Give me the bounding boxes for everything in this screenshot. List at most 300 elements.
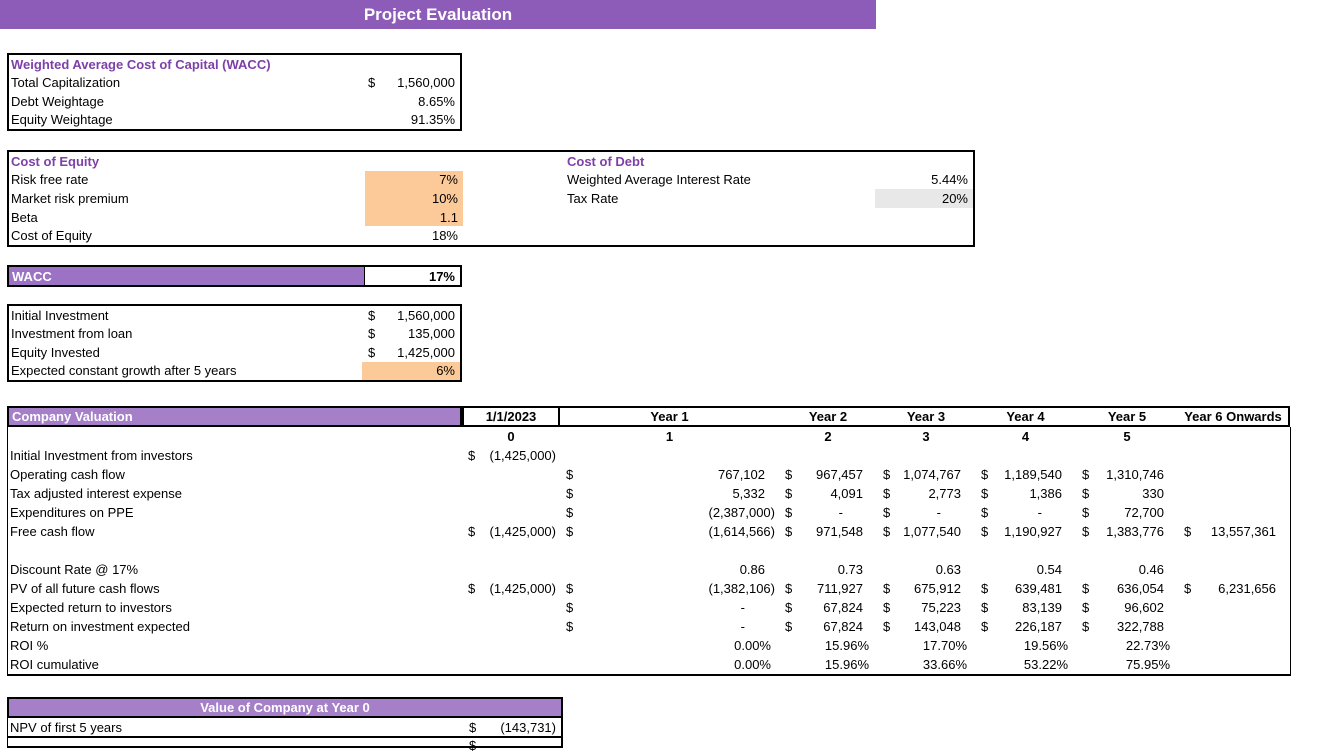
valuation-cell-r8-c5 <box>1076 598 1178 617</box>
company-value-header: Value of Company at Year 0 <box>200 700 370 715</box>
currency-symbol: $ <box>1184 524 1192 539</box>
currency-symbol: $ <box>785 581 793 596</box>
investment-value-cell-2 <box>362 343 460 362</box>
valuation-col-header-year4: Year 4 <box>975 406 1076 427</box>
valuation-cell-r9-c3 <box>877 617 975 636</box>
currency-symbol: $ <box>468 524 476 539</box>
valuation-cell-r9-c6 <box>1178 617 1290 636</box>
valuation-col-header-date: 1/1/2023 <box>462 406 560 427</box>
valuation-cell-r9-c2 <box>779 617 877 636</box>
valuation-cell-r4-c1 <box>560 522 779 541</box>
valuation-cell-r1-c6 <box>1178 465 1290 484</box>
company-value-value-0: (143,731) <box>500 719 556 735</box>
valuation-row <box>8 598 1290 617</box>
valuation-cell-r5-c4 <box>975 541 1076 560</box>
currency-symbol: $ <box>1082 600 1090 615</box>
valuation-cell-r11-c2 <box>779 655 877 674</box>
valuation-row <box>8 484 1290 503</box>
investment-row <box>9 343 460 362</box>
currency-symbol: $ <box>566 467 574 482</box>
wacc-box-label-0: Total Capitalization <box>11 75 121 91</box>
valuation-value-r7-c1: (1,382,106) <box>708 581 775 596</box>
currency-symbol: $ <box>368 326 376 342</box>
cost-of-debt-value-1: 20% <box>941 190 968 206</box>
cost-of-equity-value-cell-0[interactable] <box>365 171 463 190</box>
currency-symbol: $ <box>883 600 891 615</box>
valuation-row-label-0: Initial Investment from investors <box>10 448 193 463</box>
valuation-cell-r8-c6 <box>1178 598 1290 617</box>
valuation-cell-r8-c0 <box>462 598 560 617</box>
cost-of-equity-value-3: 18% <box>431 228 458 244</box>
valuation-cell-r2-c2 <box>779 484 877 503</box>
investment-value-0: 1,560,000 <box>397 307 455 323</box>
valuation-value-r7-c4: 639,481 <box>1015 581 1062 596</box>
valuation-cell-r0-c3 <box>877 446 975 465</box>
wacc-box-row <box>9 92 460 111</box>
valuation-cell-r1-c3 <box>877 465 975 484</box>
currency-symbol: $ <box>566 505 574 520</box>
currency-symbol: $ <box>1082 619 1090 634</box>
wacc-summary-box <box>7 53 462 131</box>
valuation-row <box>8 560 1290 579</box>
cost-headers-row <box>9 152 973 171</box>
company-value-box <box>7 697 563 753</box>
investment-row <box>9 325 460 344</box>
investment-value-cell-1 <box>362 325 460 344</box>
period-number-1: 1 <box>665 429 674 444</box>
valuation-value-r4-c4: 1,190,927 <box>1004 524 1062 539</box>
wacc-box-label-1: Debt Weightage <box>11 93 104 109</box>
currency-symbol: $ <box>981 581 989 596</box>
valuation-value-r0-c0: (1,425,000) <box>489 448 556 463</box>
company-value-label-0: NPV of first 5 years <box>10 719 122 735</box>
valuation-cell-r0-c6 <box>1178 446 1290 465</box>
wacc-box-value-2: 91.35% <box>410 112 455 128</box>
cost-of-equity-value-cell-1[interactable] <box>365 189 463 208</box>
valuation-cell-r1-c0 <box>462 465 560 484</box>
currency-symbol: $ <box>785 524 793 539</box>
currency-symbol: $ <box>566 600 574 615</box>
valuation-value-r1-c4: 1,189,540 <box>1004 467 1062 482</box>
valuation-cell-r2-c1 <box>560 484 779 503</box>
valuation-value-r7-c5: 636,054 <box>1117 581 1164 596</box>
currency-symbol: $ <box>785 505 793 520</box>
valuation-row-label-3: Expenditures on PPE <box>10 505 134 520</box>
currency-symbol: $ <box>468 448 476 463</box>
valuation-cell-r1-c1 <box>560 465 779 484</box>
currency-symbol: $ <box>981 600 989 615</box>
currency-symbol: $ <box>883 581 891 596</box>
valuation-col-header-year2: Year 2 <box>779 406 877 427</box>
valuation-value-r11-c2: 15.96% <box>824 657 869 672</box>
valuation-row <box>8 446 1290 465</box>
company-value-row <box>7 718 563 738</box>
valuation-value-r10-c4: 19.56% <box>1023 638 1068 653</box>
currency-symbol: $ <box>368 307 376 323</box>
wacc-bar-value-cell <box>365 267 460 285</box>
wacc-box-row <box>9 111 460 130</box>
cost-of-capital-box <box>7 150 975 247</box>
valuation-cell-r5-c0 <box>462 541 560 560</box>
page-title: Project Evaluation <box>363 4 513 24</box>
valuation-cell-r11-c4 <box>975 655 1076 674</box>
currency-symbol: $ <box>1082 467 1090 482</box>
valuation-cell-r3-c5 <box>1076 503 1178 522</box>
currency-symbol: $ <box>981 524 989 539</box>
wacc-box-value-0: 1,560,000 <box>397 75 455 91</box>
valuation-value-r4-c1: (1,614,566) <box>708 524 775 539</box>
currency-symbol: $ <box>883 524 891 539</box>
investment-value-2: 1,425,000 <box>397 344 455 360</box>
valuation-row-label-4: Free cash flow <box>10 524 95 539</box>
valuation-cell-r4-c3 <box>877 522 975 541</box>
currency-symbol: $ <box>469 738 477 753</box>
valuation-value-r7-c3: 675,912 <box>914 581 961 596</box>
currency-symbol: $ <box>785 619 793 634</box>
valuation-value-r8-c2: 67,824 <box>823 600 863 615</box>
valuation-value-r6-c5: 0.46 <box>1138 562 1164 577</box>
valuation-row-label-6: Discount Rate @ 17% <box>10 562 139 577</box>
valuation-row-label-11: ROI cumulative <box>10 657 99 672</box>
cost-row <box>9 171 973 190</box>
valuation-value-r9-c4: 226,187 <box>1015 619 1062 634</box>
cost-row <box>9 226 973 245</box>
cost-of-debt-value-cell-3 <box>875 226 973 245</box>
company-value-partial-cell <box>463 738 561 753</box>
valuation-cell-r10-c4 <box>975 636 1076 655</box>
currency-symbol: $ <box>1082 486 1090 501</box>
valuation-cell-r6-c1 <box>560 560 779 579</box>
valuation-row <box>8 579 1290 598</box>
company-value-header-band <box>7 697 563 718</box>
valuation-value-r3-c1: (2,387,000) <box>708 505 775 520</box>
valuation-row <box>8 541 1290 560</box>
valuation-row-label-8: Expected return to investors <box>10 600 172 615</box>
currency-symbol: $ <box>566 486 574 501</box>
investment-label-0: Initial Investment <box>11 307 109 323</box>
valuation-value-r7-c6: 6,231,656 <box>1218 581 1276 596</box>
wacc-bar-label-cell <box>9 267 365 285</box>
valuation-cell-r0-c0 <box>462 446 560 465</box>
valuation-value-r2-c1: 5,332 <box>732 486 765 501</box>
investment-value-cell-0 <box>362 306 460 325</box>
period-number-3: 3 <box>922 429 930 444</box>
valuation-cell-r8-c1 <box>560 598 779 617</box>
cost-of-equity-header: Cost of Equity <box>11 153 100 169</box>
currency-symbol: $ <box>883 619 891 634</box>
valuation-value-r6-c3: 0.63 <box>935 562 961 577</box>
cost-row <box>9 189 973 208</box>
investment-label-3: Expected constant growth after 5 years <box>11 363 237 379</box>
valuation-header-row <box>7 406 1291 427</box>
valuation-value-r3-c3: - <box>936 505 941 520</box>
wacc-box-label-2: Equity Weightage <box>11 112 113 128</box>
valuation-cell-r9-c1 <box>560 617 779 636</box>
currency-symbol: $ <box>1184 581 1192 596</box>
valuation-cell-r2-c4 <box>975 484 1076 503</box>
valuation-value-r11-c4: 53.22% <box>1023 657 1068 672</box>
cost-of-equity-value-cell-3 <box>365 226 463 245</box>
valuation-row-label-10: ROI % <box>10 638 49 653</box>
valuation-cell-r3-c4 <box>975 503 1076 522</box>
valuation-cell-r10-c2 <box>779 636 877 655</box>
valuation-cell-r3-c3 <box>877 503 975 522</box>
valuation-value-r7-c0: (1,425,000) <box>489 581 556 596</box>
cost-of-equity-label-1: Market risk premium <box>11 190 129 206</box>
valuation-value-r8-c3: 75,223 <box>921 600 961 615</box>
currency-symbol: $ <box>469 719 477 735</box>
valuation-value-r2-c4: 1,386 <box>1029 486 1062 501</box>
valuation-cell-r6-c4 <box>975 560 1076 579</box>
valuation-value-r8-c5: 96,602 <box>1124 600 1164 615</box>
investment-label-1: Investment from loan <box>11 326 133 342</box>
currency-symbol: $ <box>1082 505 1090 520</box>
currency-symbol: $ <box>368 75 376 91</box>
valuation-cell-r1-c4 <box>975 465 1076 484</box>
valuation-cell-r3-c0 <box>462 503 560 522</box>
valuation-cell-r9-c4 <box>975 617 1076 636</box>
valuation-value-r2-c5: 330 <box>1142 486 1164 501</box>
wacc-result-bar <box>7 265 462 287</box>
valuation-row-label-7: PV of all future cash flows <box>10 581 160 596</box>
valuation-cell-r4-c4 <box>975 522 1076 541</box>
cost-of-debt-value-cell-2 <box>875 208 973 227</box>
valuation-cell-r0-c4 <box>975 446 1076 465</box>
valuation-value-r4-c2: 971,548 <box>816 524 863 539</box>
cost-of-equity-value-0: 7% <box>439 172 458 188</box>
period-number-5: 5 <box>1123 429 1131 444</box>
wacc-box-value-cell-2 <box>362 111 460 130</box>
valuation-col-header-year1: Year 1 <box>560 406 779 427</box>
cost-of-debt-value-cell-1[interactable] <box>875 189 973 208</box>
valuation-cell-r8-c2 <box>779 598 877 617</box>
cost-of-debt-value-cell-0 <box>875 171 973 190</box>
valuation-value-r8-c4: 83,139 <box>1022 600 1062 615</box>
valuation-value-r1-c5: 1,310,746 <box>1106 467 1164 482</box>
valuation-value-r6-c1: 0.86 <box>739 562 765 577</box>
valuation-row <box>8 655 1290 674</box>
valuation-value-r3-c4: - <box>1037 505 1042 520</box>
valuation-cell-r6-c6 <box>1178 560 1290 579</box>
valuation-cell-r4-c5 <box>1076 522 1178 541</box>
valuation-row <box>8 636 1290 655</box>
cost-of-equity-header-spacer <box>365 152 463 171</box>
period-number-6 <box>1178 427 1290 446</box>
valuation-value-r7-c2: 711,927 <box>816 581 863 596</box>
investment-summary-box <box>7 304 462 382</box>
valuation-cell-r3-c1 <box>560 503 779 522</box>
cost-of-debt-header: Cost of Debt <box>567 153 645 169</box>
cost-of-debt-label-1: Tax Rate <box>567 190 619 206</box>
cost-of-equity-label-2: Beta <box>11 209 38 225</box>
valuation-value-r11-c3: 33.66% <box>922 657 967 672</box>
valuation-col-header-year5: Year 5 <box>1076 406 1178 427</box>
valuation-cell-r5-c5 <box>1076 541 1178 560</box>
valuation-value-r11-c5: 75.95% <box>1125 657 1170 672</box>
wacc-box-row <box>9 74 460 93</box>
currency-symbol: $ <box>981 486 989 501</box>
valuation-cell-r4-c0 <box>462 522 560 541</box>
investment-row <box>9 306 460 325</box>
valuation-value-r8-c1: - <box>740 600 745 615</box>
valuation-cell-r0-c1 <box>560 446 779 465</box>
valuation-cell-r4-c2 <box>779 522 877 541</box>
valuation-cell-r10-c0 <box>462 636 560 655</box>
wacc-bar-label: WACC <box>12 268 52 284</box>
valuation-cell-r1-c5 <box>1076 465 1178 484</box>
valuation-value-r10-c5: 22.73% <box>1125 638 1170 653</box>
valuation-cell-r11-c5 <box>1076 655 1178 674</box>
valuation-cell-r3-c6 <box>1178 503 1290 522</box>
currency-symbol: $ <box>566 581 574 596</box>
cost-of-equity-value-1: 10% <box>431 190 458 206</box>
valuation-period-numbers-row <box>8 427 1290 446</box>
wacc-box-value-cell-0 <box>362 74 460 93</box>
valuation-cell-r1-c2 <box>779 465 877 484</box>
valuation-col-header-year6: Year 6 Onwards <box>1178 406 1290 427</box>
valuation-value-r3-c2: - <box>838 505 843 520</box>
valuation-value-r9-c3: 143,048 <box>914 619 961 634</box>
investment-value-cell-3[interactable] <box>362 362 460 381</box>
valuation-value-r9-c2: 67,824 <box>823 619 863 634</box>
valuation-cell-r5-c6 <box>1178 541 1290 560</box>
period-number-0: 0 <box>507 429 515 444</box>
valuation-cell-r7-c0 <box>462 579 560 598</box>
valuation-row <box>8 503 1290 522</box>
wacc-box-header-row <box>9 55 460 74</box>
valuation-cell-r4-c6 <box>1178 522 1290 541</box>
valuation-cell-r10-c6 <box>1178 636 1290 655</box>
valuation-cell-r7-c5 <box>1076 579 1178 598</box>
cost-of-equity-value-2: 1.1 <box>439 209 458 225</box>
currency-symbol: $ <box>883 505 891 520</box>
company-value-cell-0 <box>463 718 561 736</box>
currency-symbol: $ <box>468 581 476 596</box>
valuation-cell-r11-c0 <box>462 655 560 674</box>
valuation-cell-r7-c6 <box>1178 579 1290 598</box>
company-value-partial-row <box>7 738 563 753</box>
valuation-cell-r5-c3 <box>877 541 975 560</box>
valuation-cell-r7-c4 <box>975 579 1076 598</box>
currency-symbol: $ <box>883 486 891 501</box>
valuation-cell-r10-c3 <box>877 636 975 655</box>
currency-symbol: $ <box>981 619 989 634</box>
valuation-cell-r9-c0 <box>462 617 560 636</box>
valuation-value-r2-c2: 4,091 <box>830 486 863 501</box>
cost-of-equity-value-cell-2[interactable] <box>365 208 463 227</box>
valuation-value-r9-c1: - <box>740 619 745 634</box>
investment-label-2: Equity Invested <box>11 344 100 360</box>
valuation-value-r1-c3: 1,074,767 <box>903 467 961 482</box>
valuation-row-label-1: Operating cash flow <box>10 467 125 482</box>
investment-value-1: 135,000 <box>408 326 455 342</box>
valuation-value-r4-c5: 1,383,776 <box>1106 524 1164 539</box>
valuation-value-r4-c0: (1,425,000) <box>489 524 556 539</box>
valuation-cell-r7-c1 <box>560 579 779 598</box>
valuation-value-r10-c1: 0.00% <box>734 638 771 653</box>
valuation-row-label-9: Return on investment expected <box>10 619 190 634</box>
currency-symbol: $ <box>1082 581 1090 596</box>
valuation-cell-r8-c4 <box>975 598 1076 617</box>
currency-symbol: $ <box>368 344 376 360</box>
cost-of-debt-label-0: Weighted Average Interest Rate <box>567 172 751 188</box>
cost-of-debt-value-0: 5.44% <box>931 172 968 188</box>
valuation-value-r2-c3: 2,773 <box>928 486 961 501</box>
valuation-value-r1-c2: 967,457 <box>816 467 863 482</box>
valuation-cell-r6-c0 <box>462 560 560 579</box>
valuation-cell-r2-c0 <box>462 484 560 503</box>
valuation-row <box>8 465 1290 484</box>
valuation-cell-r7-c2 <box>779 579 877 598</box>
valuation-cell-r7-c3 <box>877 579 975 598</box>
valuation-value-r6-c4: 0.54 <box>1036 562 1062 577</box>
valuation-cell-r5-c1 <box>560 541 779 560</box>
valuation-title-band <box>7 406 462 427</box>
valuation-value-r10-c3: 17.70% <box>922 638 967 653</box>
valuation-cell-r11-c3 <box>877 655 975 674</box>
currency-symbol: $ <box>981 467 989 482</box>
valuation-value-r6-c2: 0.73 <box>837 562 863 577</box>
valuation-cell-r2-c5 <box>1076 484 1178 503</box>
valuation-cell-r0-c5 <box>1076 446 1178 465</box>
currency-symbol: $ <box>566 524 574 539</box>
valuation-cell-r0-c2 <box>779 446 877 465</box>
valuation-cell-r11-c6 <box>1178 655 1290 674</box>
currency-symbol: $ <box>785 467 793 482</box>
wacc-box-value-1: 8.65% <box>418 93 455 109</box>
valuation-cell-r2-c6 <box>1178 484 1290 503</box>
valuation-value-r4-c6: 13,557,361 <box>1210 524 1276 539</box>
cost-of-equity-label-0: Risk free rate <box>11 172 89 188</box>
valuation-cell-r5-c2 <box>779 541 877 560</box>
valuation-value-r3-c5: 72,700 <box>1124 505 1164 520</box>
currency-symbol: $ <box>1082 524 1090 539</box>
cost-of-debt-header-spacer <box>875 152 973 171</box>
valuation-cell-r9-c5 <box>1076 617 1178 636</box>
page-title-bar <box>0 0 876 29</box>
valuation-cell-r11-c1 <box>560 655 779 674</box>
valuation-row-label-2: Tax adjusted interest expense <box>10 486 182 501</box>
valuation-cell-r6-c3 <box>877 560 975 579</box>
valuation-cell-r10-c5 <box>1076 636 1178 655</box>
company-valuation-table <box>7 406 1291 676</box>
valuation-cell-r10-c1 <box>560 636 779 655</box>
period-number-2: 2 <box>824 429 832 444</box>
valuation-value-r10-c2: 15.96% <box>824 638 869 653</box>
currency-symbol: $ <box>981 505 989 520</box>
currency-symbol: $ <box>566 619 574 634</box>
valuation-cell-r3-c2 <box>779 503 877 522</box>
valuation-cell-r6-c5 <box>1076 560 1178 579</box>
wacc-bar-value: 17% <box>428 268 455 284</box>
currency-symbol: $ <box>883 467 891 482</box>
valuation-title: Company Valuation <box>12 409 133 424</box>
currency-symbol: $ <box>785 600 793 615</box>
valuation-cell-r2-c3 <box>877 484 975 503</box>
valuation-cell-r8-c3 <box>877 598 975 617</box>
wacc-box-value-cell-1 <box>362 92 460 111</box>
wacc-box-header: Weighted Average Cost of Capital (WACC) <box>11 56 271 72</box>
valuation-value-r4-c3: 1,077,540 <box>903 524 961 539</box>
cost-row <box>9 208 973 227</box>
investment-value-3: 6% <box>436 363 455 379</box>
valuation-row <box>8 617 1290 636</box>
valuation-row <box>8 522 1290 541</box>
valuation-value-r1-c1: 767,102 <box>718 467 765 482</box>
valuation-cell-r6-c2 <box>779 560 877 579</box>
valuation-grid <box>7 427 1291 676</box>
valuation-col-header-year3: Year 3 <box>877 406 975 427</box>
